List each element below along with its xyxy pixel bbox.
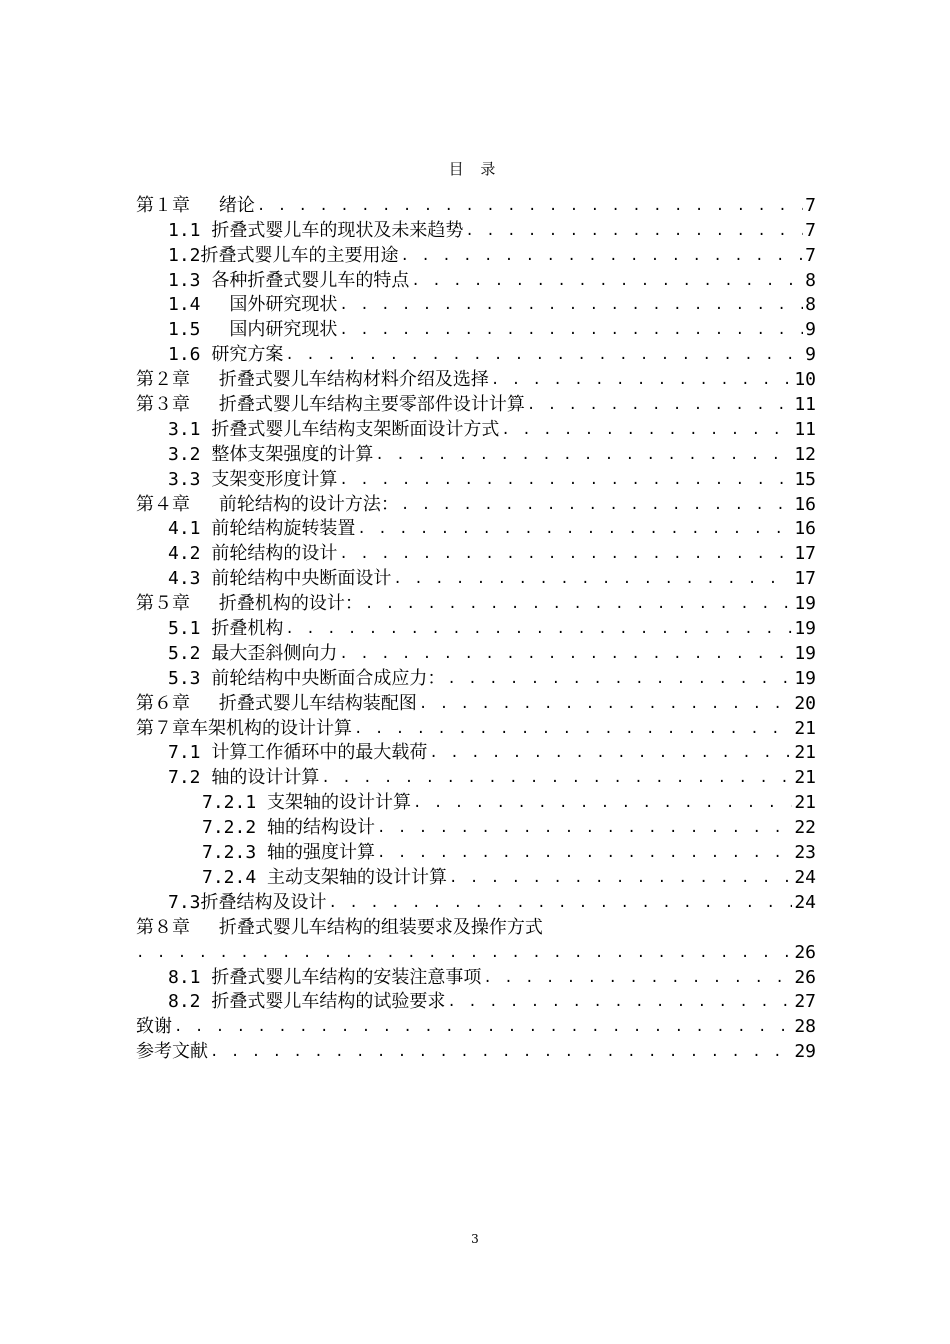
toc-entry-title: 1.6 研究方案: [168, 344, 284, 366]
toc-entry-page: 19: [794, 593, 816, 615]
dot-leader: [285, 618, 792, 640]
toc-entry-title: 第６章 折叠式婴儿车结构装配图: [136, 692, 417, 714]
toc-entry[interactable]: [136, 540, 816, 565]
toc-entry-page: 15: [794, 468, 816, 490]
toc-entry-page: 12: [794, 443, 816, 465]
toc-entry-title: 参考文献: [136, 1041, 208, 1063]
toc-entry-title: 第７章车架机构的设计计算: [136, 717, 352, 739]
toc-entry-page: 21: [794, 792, 816, 814]
toc-entry-title: 1.1 折叠式婴儿车的现状及未来趋势: [168, 219, 464, 241]
toc-entry-title: 4.1 前轮结构旋转装置: [168, 518, 356, 540]
toc-entry-title: 第５章 折叠机构的设计：: [136, 593, 363, 615]
toc-entry-title: 1.5 国内研究现状: [168, 319, 338, 341]
toc-entry-page: 29: [794, 1041, 816, 1063]
toc-entry-title: 4.3 前轮结构中央断面设计: [168, 568, 392, 590]
toc-entry-title: 5.3 前轮结构中央断面合成应力：: [168, 667, 446, 689]
table-of-contents: [136, 192, 816, 1063]
toc-entry[interactable]: [136, 516, 816, 541]
dot-leader: [419, 693, 792, 715]
toc-entry[interactable]: [136, 789, 816, 814]
toc-entry-page: 24: [794, 866, 816, 888]
toc-entry-title: 7.2.4 主动支架轴的设计计算: [202, 866, 448, 888]
toc-entry-page: 21: [794, 717, 816, 739]
toc-entry[interactable]: [136, 590, 816, 615]
toc-entry[interactable]: [136, 665, 816, 690]
toc-entry-title: 5.2 最大歪斜侧向力: [168, 642, 338, 664]
toc-entry[interactable]: [136, 814, 816, 839]
dot-leader: [377, 817, 792, 839]
toc-entry-title: 4.2 前轮结构的设计: [168, 543, 338, 565]
toc-title: 目 录: [448, 160, 502, 178]
toc-entry[interactable]: [136, 565, 816, 590]
toc-entry-title: 第１章 绪论: [136, 194, 255, 216]
toc-entry-title: 8.2 折叠式婴儿车结构的试验要求: [168, 991, 446, 1013]
dot-leader: [491, 369, 792, 391]
dot-leader: [393, 568, 792, 590]
toc-entry-page: 17: [794, 568, 816, 590]
toc-entry[interactable]: [136, 839, 816, 864]
toc-entry-page: 19: [794, 667, 816, 689]
toc-entry-page: 19: [794, 618, 816, 640]
toc-entry[interactable]: [136, 889, 816, 914]
toc-entry[interactable]: [136, 864, 816, 889]
toc-entry-title: 1.3 各种折叠式婴儿车的特点: [168, 269, 410, 291]
toc-entry[interactable]: [136, 292, 816, 317]
toc-entry-title: 3.3 支架变形度计算: [168, 468, 338, 490]
dot-leader: [413, 792, 792, 814]
toc-entry[interactable]: [136, 466, 816, 491]
toc-entry-title: 7.3折叠结构及设计: [168, 891, 327, 913]
toc-entry-title: 致谢: [136, 1016, 172, 1038]
toc-entry-page: 11: [794, 418, 816, 440]
toc-entry-page: 16: [794, 493, 816, 515]
toc-entry-title: 1.4 国外研究现状: [168, 294, 338, 316]
dot-leader: [447, 991, 792, 1013]
dot-leader: [339, 319, 803, 341]
toc-entry-page: 21: [794, 767, 816, 789]
toc-entry-page: 27: [794, 991, 816, 1013]
toc-entry-page: 22: [794, 817, 816, 839]
toc-entry[interactable]: [136, 615, 816, 640]
toc-entry[interactable]: [136, 441, 816, 466]
toc-entry-page: 26: [794, 966, 816, 988]
toc-entry-page: 11: [794, 394, 816, 416]
dot-leader: [285, 344, 803, 366]
toc-entry-title: 3.1 折叠式婴儿车结构支架断面设计方式: [168, 418, 500, 440]
dot-leader: [483, 967, 792, 989]
dot-leader: [174, 1016, 792, 1038]
toc-entry-page: 10: [794, 369, 816, 391]
dot-leader: [339, 294, 803, 316]
dot-leader: [136, 942, 792, 964]
dot-leader: [354, 718, 792, 740]
toc-entry-page: 16: [794, 518, 816, 540]
toc-entry-title: 第８章 折叠式婴儿车结构的组装要求及操作方式: [136, 916, 543, 938]
toc-entry-page: 19: [794, 642, 816, 664]
toc-entry-title: 7.2.1 支架轴的设计计算: [202, 792, 412, 814]
toc-entry-page: 8: [805, 294, 816, 316]
dot-leader: [429, 742, 792, 764]
dot-leader: [375, 444, 792, 466]
toc-entry-continuation[interactable]: [136, 939, 816, 964]
toc-entry[interactable]: [136, 341, 816, 366]
dot-leader: [339, 643, 792, 665]
toc-entry-title: 3.2 整体支架强度的计算: [168, 443, 374, 465]
toc-entry[interactable]: [136, 1038, 816, 1063]
dot-leader: [321, 767, 792, 789]
dot-leader: [401, 245, 804, 267]
toc-entry-page: 26: [794, 941, 816, 963]
toc-entry-title: 7.2.2 轴的结构设计: [202, 817, 376, 839]
toc-entry[interactable]: [136, 416, 816, 441]
toc-entry-page: 8: [805, 269, 816, 291]
toc-entry-title: 8.1 折叠式婴儿车结构的安装注意事项: [168, 966, 482, 988]
toc-entry-title: 5.1 折叠机构: [168, 618, 284, 640]
toc-entry[interactable]: [136, 192, 816, 217]
toc-entry-title: 第３章 折叠式婴儿车结构主要零部件设计计算: [136, 394, 525, 416]
dot-leader: [357, 518, 792, 540]
dot-leader: [411, 270, 803, 292]
toc-entry-page: 7: [805, 219, 816, 241]
toc-entry[interactable]: [136, 964, 816, 989]
toc-entry-page: 9: [805, 344, 816, 366]
toc-entry[interactable]: [136, 366, 816, 391]
dot-leader: [329, 892, 793, 914]
toc-entry[interactable]: [136, 740, 816, 765]
dot-leader: [365, 593, 792, 615]
dot-leader: [339, 469, 792, 491]
toc-entry[interactable]: [136, 267, 816, 292]
dot-leader: [339, 543, 792, 565]
toc-entry-page: 24: [794, 891, 816, 913]
toc-entry-title: 第４章 前轮结构的设计方法：: [136, 493, 399, 515]
toc-entry[interactable]: [136, 914, 816, 939]
toc-entry-page: 28: [794, 1016, 816, 1038]
toc-entry[interactable]: [136, 764, 816, 789]
toc-entry-title: 第２章 折叠式婴儿车结构材料介绍及选择: [136, 369, 489, 391]
toc-entry-page: 21: [794, 742, 816, 764]
toc-entry-title: 7.2 轴的设计计算: [168, 767, 320, 789]
toc-entry-page: 17: [794, 543, 816, 565]
toc-entry[interactable]: [136, 316, 816, 341]
toc-entry-title: 1.2折叠式婴儿车的主要用途: [168, 244, 399, 266]
toc-entry-page: 7: [805, 194, 816, 216]
toc-entry[interactable]: [136, 1013, 816, 1038]
toc-entry-page: 9: [805, 319, 816, 341]
dot-leader: [377, 842, 792, 864]
toc-entry[interactable]: [136, 989, 816, 1014]
toc-entry-page: 23: [794, 842, 816, 864]
toc-entry[interactable]: [136, 242, 816, 267]
toc-entry[interactable]: [136, 491, 816, 516]
toc-entry-page: 20: [794, 692, 816, 714]
dot-leader: [210, 1041, 792, 1063]
dot-leader: [447, 668, 792, 690]
page-number: 3: [471, 1232, 479, 1246]
toc-entry[interactable]: [136, 715, 816, 740]
toc-entry[interactable]: [136, 690, 816, 715]
dot-leader: [527, 394, 792, 416]
dot-leader: [449, 867, 792, 889]
toc-entry[interactable]: [136, 391, 816, 416]
toc-entry[interactable]: [136, 640, 816, 665]
dot-leader: [401, 494, 792, 516]
dot-leader: [257, 195, 803, 217]
dot-leader: [465, 220, 803, 242]
toc-entry-page: 7: [805, 244, 816, 266]
toc-entry-title: 7.1 计算工作循环中的最大载荷: [168, 742, 428, 764]
toc-entry[interactable]: [136, 217, 816, 242]
dot-leader: [501, 419, 792, 441]
toc-entry-title: 7.2.3 轴的强度计算: [202, 842, 376, 864]
